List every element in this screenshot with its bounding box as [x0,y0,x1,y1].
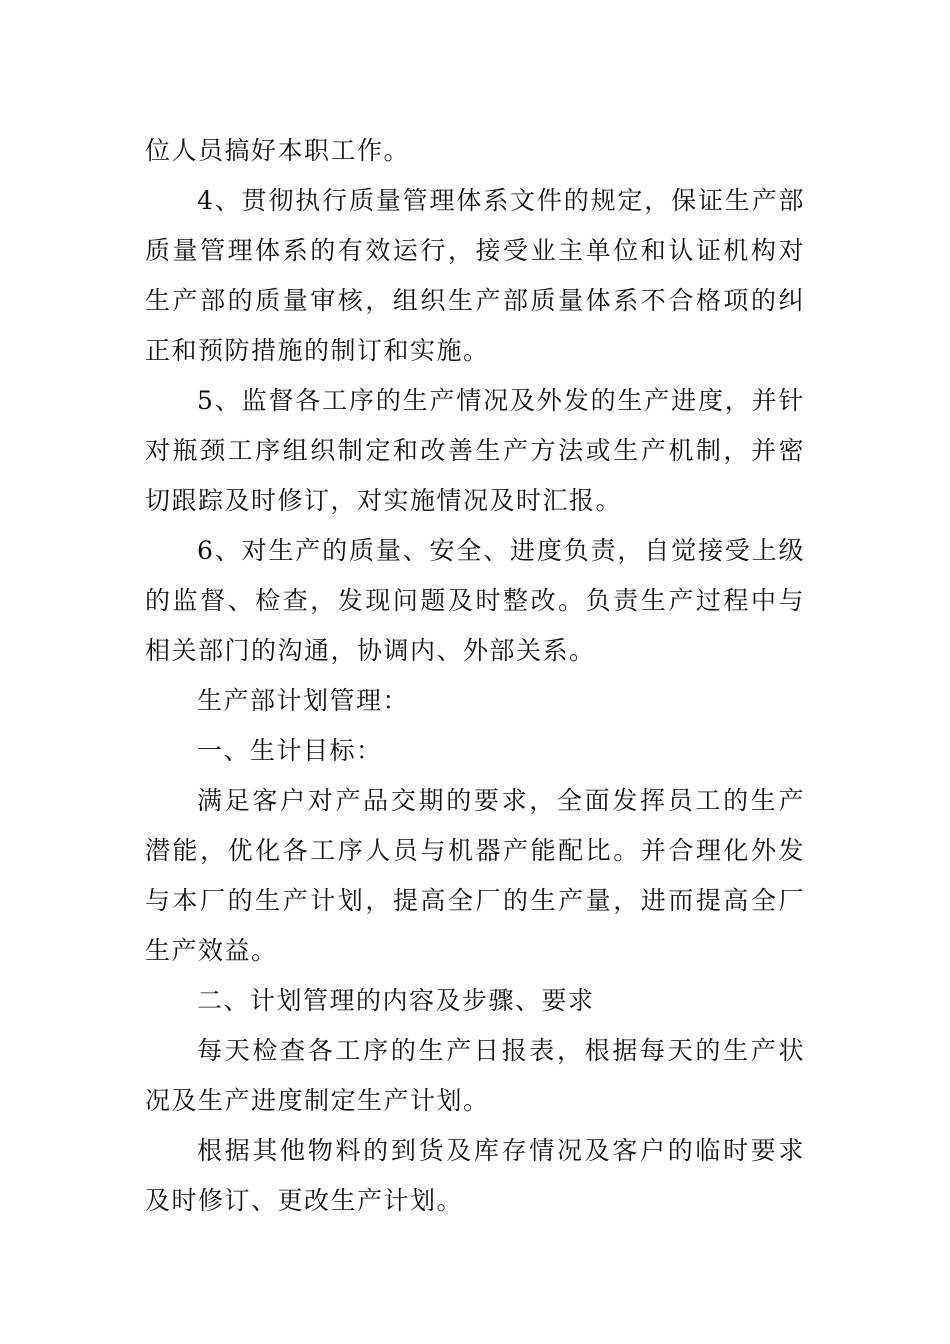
paragraph-plan-revision: 根据其他物料的到货及库存情况及客户的临时要求及时修订、更改生产计划。 [145,1136,805,1215]
document-body [145,126,805,1226]
paragraph-item-6: 6、对生产的质量、安全、进度负责，自觉接受上级的监督、检查，发现问题及时整改。负责生产过程中与相关部门的沟通，协调内、外部关系。 [145,536,805,665]
paragraph-item-5: 5、监督各工序的生产情况及外发的生产进度，并针对瓶颈工序组织制定和改善生产方法或生产机制，并密切跟踪及时修订，对实施情况及时汇报。 [145,386,805,515]
section-heading-plan-management: 生产部计划管理： [197,686,410,715]
paragraph-item-4: 4、贯彻执行质量管理体系文件的规定，保证生产部质量管理体系的有效运行，接受业主单位和认证机构对生产部的质量审核，组织生产部质量体系不合格项的纠正和预防措施的制订和实施。 [145,186,805,365]
paragraph-continuation: 位人员搞好本职工作。 [145,136,411,165]
paragraph-daily-check: 每天检查各工序的生产日报表，根据每天的生产状况及生产进度制定生产计划。 [145,1036,805,1115]
subheading-plan-content-steps: 二、计划管理的内容及步骤、要求 [197,986,595,1015]
subheading-production-goal: 一、生计目标： [197,736,383,765]
paragraph-goal-description: 满足客户对产品交期的要求，全面发挥员工的生产潜能，优化各工序人员与机器产能配比。并合理化外发与本厂的生产计划，提高全厂的生产量，进而提高全厂生产效益。 [145,786,805,965]
